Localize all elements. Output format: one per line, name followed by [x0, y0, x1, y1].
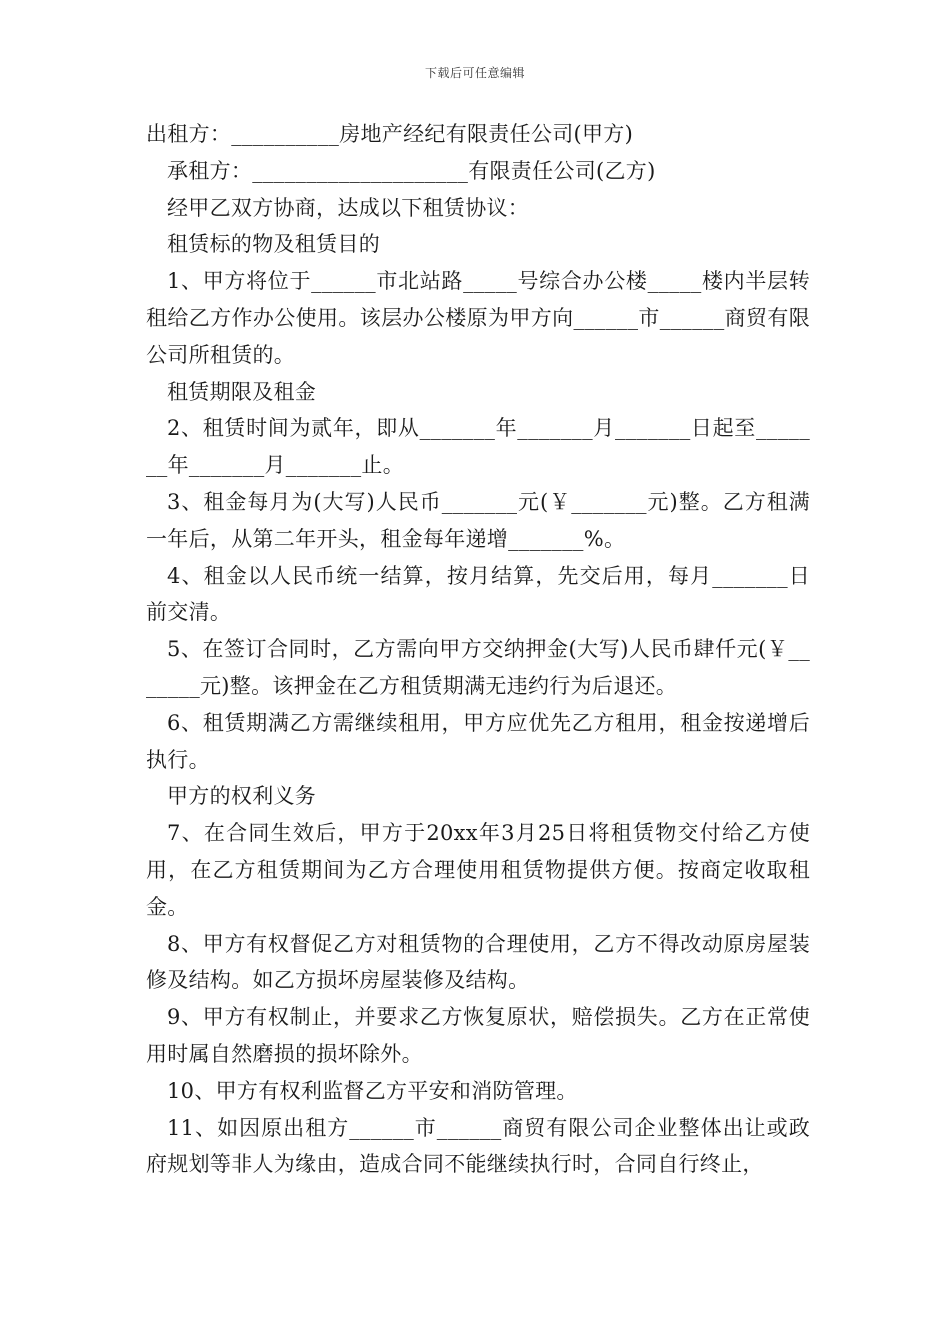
lessee-line: 承租方：____________________有限责任公司(乙方) [167, 158, 656, 183]
section-heading-purpose: 租赁标的物及租赁目的 [167, 232, 380, 257]
clause-8: 8、甲方有权督促乙方对租赁物的合理使用，乙方不得改动原房屋装修及结构。如乙方损坏房屋装修及结构。 [146, 931, 810, 993]
clause-9: 9、甲方有权制止，并要求乙方恢复原状，赔偿损失。乙方在正常使用时属自然磨损的损坏除外。 [146, 1005, 810, 1066]
clause-1: 1、甲方将位于______市北站路_____号综合办公楼_____楼内半层转租给乙方作办公使用。该层办公楼原为甲方向______市______商贸有限公司所租赁的。 [146, 269, 810, 367]
section-heading-lessor-rights: 甲方的权利义务 [167, 784, 317, 809]
clause-4: 4、租金以人民币统一结算，按月结算，先交后用，每月_______日前交清。 [146, 563, 810, 625]
contract-body [146, 116, 810, 1183]
section-heading-term-rent: 租赁期限及租金 [167, 379, 317, 404]
clause-6: 6、租赁期满乙方需继续租用，甲方应优先乙方租用，租金按递增后执行。 [146, 710, 810, 772]
clause-7: 7、在合同生效后，甲方于20xx年3月25日将租赁物交付给乙方使用，在乙方租赁期间为乙方合理使用租赁物提供方便。按商定收取租金。 [146, 821, 810, 919]
clause-10: 10、甲方有权利监督乙方平安和消防管理。 [167, 1078, 578, 1103]
lessor-line: 出租方：__________房地产经纪有限责任公司(甲方) [146, 122, 634, 146]
clause-11: 11、如因原出租方______市______商贸有限公司企业整体出让或政府规划等非人为缘由，造成合同不能继续执行时，合同自行终止， [146, 1115, 810, 1177]
page-header: 下载后可任意编辑 [424, 66, 525, 80]
clause-5: 5、在签订合同时，乙方需向甲方交纳押金(大写)人民币肆仟元(￥_______元)整。该押金在乙方租赁期满无违约行为后退还。 [146, 637, 810, 698]
agreement-intro: 经甲乙双方协商，达成以下租赁协议： [167, 195, 530, 220]
clause-3: 3、租金每月为(大写)人民币_______元(￥_______元)整。乙方租满一年后，从第二年开头，租金每年递增_______%。 [146, 489, 810, 551]
clause-2: 2、租赁时间为贰年，即从_______年_______月_______日起至_______年_______月_______止。 [146, 416, 810, 478]
